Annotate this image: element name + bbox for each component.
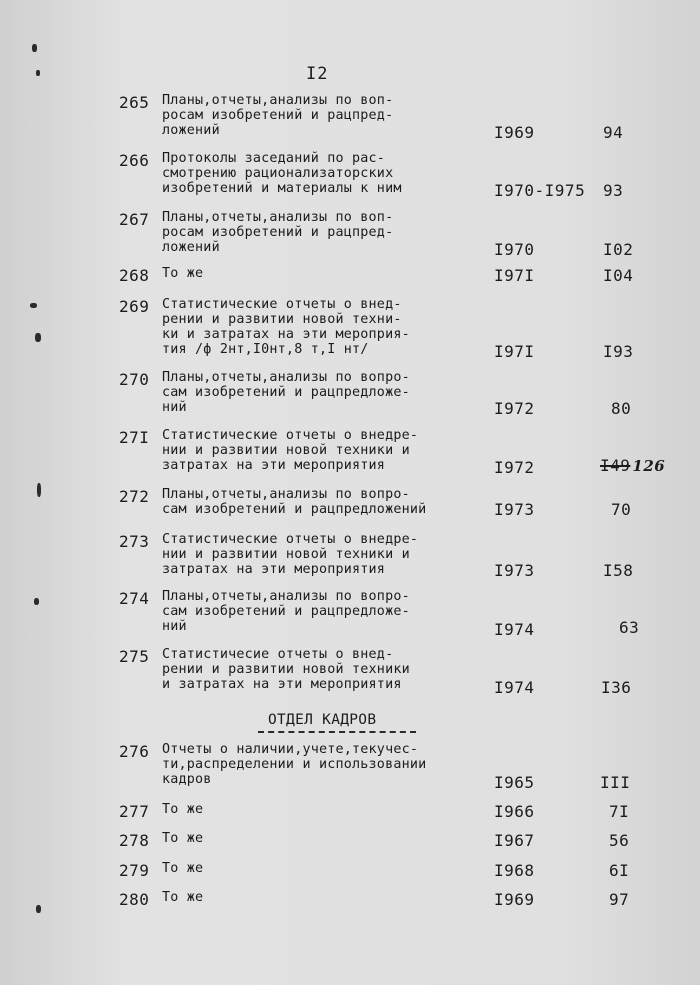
entry-description: Статистические отчеты о внедре- нии и развитии новой техники и затратах на эти мероприятия xyxy=(162,428,419,473)
punch-hole-mark xyxy=(37,483,41,497)
entry-year: I97I xyxy=(494,342,535,361)
entry-count: I58 xyxy=(603,561,634,580)
entry-description: Планы,отчеты,анализы по вопро- сам изобретений и рацпредложе- ний xyxy=(162,370,410,415)
entry-year: I972 xyxy=(494,399,535,418)
entry-description: Планы,отчеты,анализы по вопро- сам изобретений и рацпредложений xyxy=(162,487,427,517)
entry-number: 275 xyxy=(119,647,150,666)
entry-year: I973 xyxy=(494,561,535,580)
section-heading: ОТДЕЛ КАДРОВ xyxy=(268,712,377,728)
entry-count: III xyxy=(600,773,631,792)
punch-hole-mark xyxy=(36,70,40,76)
entry-year: I973 xyxy=(494,500,535,519)
entry-number: 280 xyxy=(119,890,150,909)
entry-number: 277 xyxy=(119,802,150,821)
entry-year: I974 xyxy=(494,678,535,697)
entry-number: 278 xyxy=(119,831,150,850)
entry-description: Планы,отчеты,анализы по вопро- сам изобретений и рацпредложе- ний xyxy=(162,589,410,634)
entry-number: 273 xyxy=(119,532,150,551)
entry-year: I965 xyxy=(494,773,535,792)
entry-description: Протоколы заседаний по рас- смотрению рационализаторских изобретений и материалы к ним xyxy=(162,151,402,196)
entry-count: I04 xyxy=(603,266,634,285)
entry-count: I93 xyxy=(603,342,634,361)
entry-year: I97I xyxy=(494,266,535,285)
entry-description: Статистические отчеты о внедре- нии и развитии новой техники и затратах на эти мероприятия xyxy=(162,532,419,577)
entry-count: 6I xyxy=(609,861,630,880)
entry-year: I966 xyxy=(494,802,535,821)
entry-number: 276 xyxy=(119,742,150,761)
entry-year: I969 xyxy=(494,123,535,142)
punch-hole-mark xyxy=(36,905,41,913)
entry-number: 272 xyxy=(119,487,150,506)
entry-count: 70 xyxy=(611,500,632,519)
entry-number: 269 xyxy=(119,297,150,316)
entry-count: 80 xyxy=(611,399,632,418)
entry-number: 265 xyxy=(119,93,150,112)
punch-hole-mark xyxy=(35,333,41,342)
entry-year: I968 xyxy=(494,861,535,880)
entry-count: 93 xyxy=(603,181,624,200)
section-underline xyxy=(258,731,416,733)
entry-year: I967 xyxy=(494,831,535,850)
entry-description: Планы,отчеты,анализы по воп- росам изобретений и рацпред- ложений xyxy=(162,93,394,138)
punch-hole-mark xyxy=(30,303,37,308)
entry-description: То же xyxy=(162,861,204,876)
entry-number: 267 xyxy=(119,210,150,229)
entry-year: I969 xyxy=(494,890,535,909)
punch-hole-mark xyxy=(32,44,37,52)
entry-description: Планы,отчеты,анализы по воп- росам изобретений и рацпред- ложений xyxy=(162,210,394,255)
page-number: I2 xyxy=(306,64,329,84)
entry-description: Отчеты о наличии,учете,текучес- ти,распределении и использовании кадров xyxy=(162,742,427,787)
entry-description: То же xyxy=(162,890,204,905)
struck-count: I49 xyxy=(600,456,631,475)
entry-count xyxy=(600,456,665,475)
entry-count: 56 xyxy=(609,831,630,850)
entry-number: 266 xyxy=(119,151,150,170)
entry-count: 94 xyxy=(603,123,624,142)
entry-year: I970-I975 xyxy=(494,181,586,200)
entry-description: То же xyxy=(162,266,204,281)
entry-count: 97 xyxy=(609,890,630,909)
entry-description: То же xyxy=(162,802,204,817)
punch-hole-mark xyxy=(34,598,39,605)
entry-number: 274 xyxy=(119,589,150,608)
entry-number: 268 xyxy=(119,266,150,285)
entry-number: 279 xyxy=(119,861,150,880)
entry-count: I36 xyxy=(601,678,632,697)
entry-number: 27I xyxy=(119,428,150,447)
entry-description: То же xyxy=(162,831,204,846)
handwritten-count: 126 xyxy=(632,457,666,475)
entry-count: 7I xyxy=(609,802,630,821)
entry-number: 270 xyxy=(119,370,150,389)
entry-count: 63 xyxy=(619,618,640,637)
entry-description: Статистичесие отчеты о внед- рении и развитии новой техники и затратах на эти мероприятия xyxy=(162,647,410,692)
entry-year: I972 xyxy=(494,458,535,477)
entry-count: I02 xyxy=(603,240,634,259)
entry-year: I970 xyxy=(494,240,535,259)
entry-description: Статистические отчеты о внед- рении и развитии новой техни- ки и затратах на эти мероприя- тия /ф 2нт,I0нт,8 т,I нт/ xyxy=(162,297,410,357)
entry-year: I974 xyxy=(494,620,535,639)
